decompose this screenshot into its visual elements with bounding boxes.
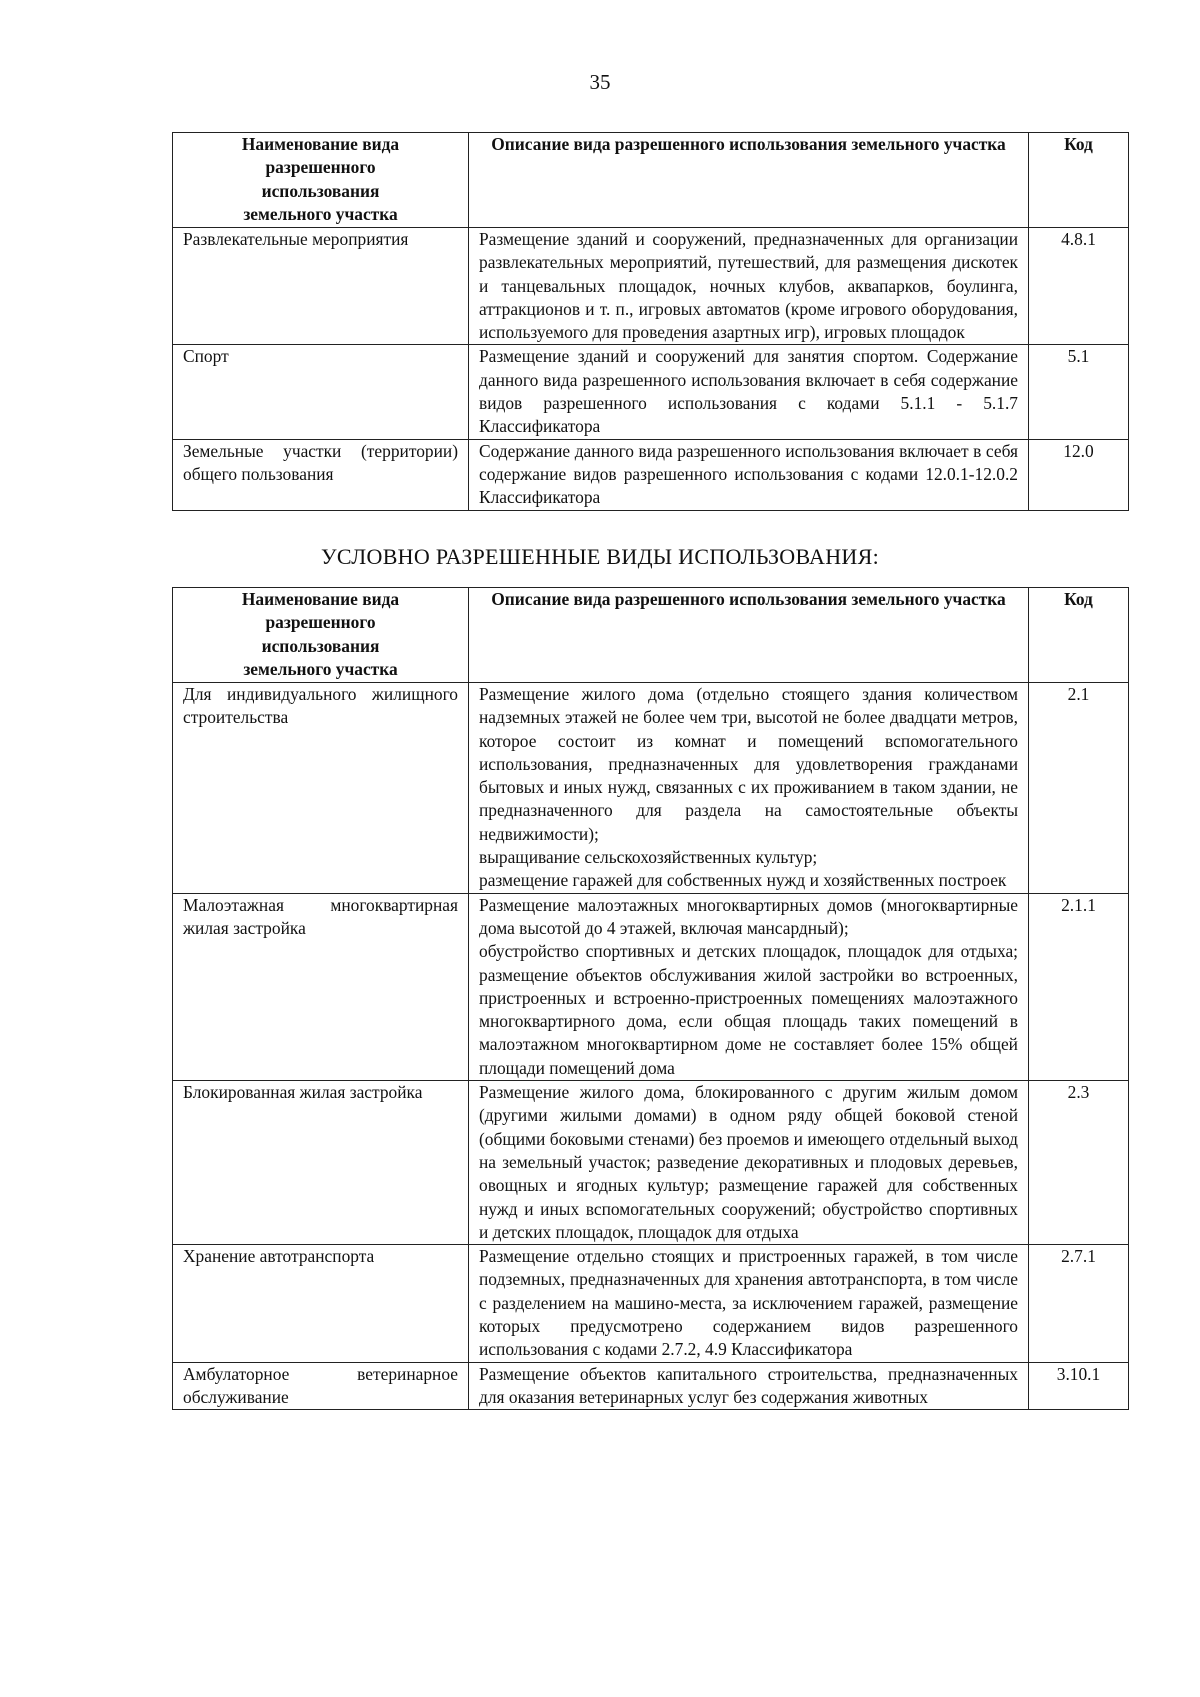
table-row bbox=[173, 1362, 1129, 1410]
row-description: Размещение зданий и сооружений, предназначенных для организации развлекательных мероприятий, путешествий, для размещения дискотек и танцевальных площадок, ночных клубов, аквапарков, боулинга, аттракционов и т. п., игровых автоматов (кроме игрового оборудования, используемого для проведения азартных игр), игровых площадок bbox=[469, 228, 1029, 345]
table-row bbox=[173, 1081, 1129, 1245]
row-description bbox=[469, 1245, 1029, 1362]
row-code: 3.10.1 bbox=[1029, 1362, 1129, 1410]
description-line: Размещение жилого дома (отдельно стоящего здания количеством надземных этажей не более чем три, высотой не более двадцати метров, которое состоит из комнат и помещений вспомогательного использования, предназначенных для удовлетворения гражданами бытовых и иных нужд, связанных с их проживанием в таком здании, не предназначенного для раздела на самостоятельные объекты недвижимости); bbox=[479, 684, 1018, 844]
table-header-row bbox=[173, 588, 1129, 683]
row-code: 5.1 bbox=[1029, 345, 1129, 439]
row-name: Развлекательные мероприятия bbox=[173, 228, 469, 345]
description-line: Размещение отдельно стоящих и пристроенных гаражей, в том числе подземных, предназначенных для хранения автотранспорта, в том числе с разделением на машино-места, за исключением гаражей, размещение которых предусмотрено содержанием видов разрешенного использования с кодами 2.7.2, 4.9 Классификатора bbox=[479, 1246, 1018, 1360]
row-description: Размещение зданий и сооружений для занятия спортом. Содержание данного вида разрешенного использования включает в себя содержание видов разрешенного использования с кодами 5.1.1 - 5.1.7 Классификатора bbox=[469, 345, 1029, 439]
header-name: Наименование вида разрешенного использования земельного участка bbox=[173, 588, 469, 683]
page-number: 35 bbox=[589, 70, 611, 94]
header-code: Код bbox=[1029, 133, 1129, 228]
description-line: обустройство спортивных и детских площадок, площадок для отдыха; размещение объектов обслуживания жилой застройки во встроенных, пристроенных и встроенно-пристроенных помещениях малоэтажного многоквартирного дома, если общая площадь таких помещений в малоэтажном многоквартирном доме не составляет более 15% общей площади помещений дома bbox=[479, 941, 1018, 1078]
description-line: выращивание сельскохозяйственных культур; bbox=[479, 847, 818, 868]
row-name: Земельные участки (территории) общего пользования bbox=[173, 439, 469, 510]
row-name: Спорт bbox=[173, 345, 469, 439]
header-description: Описание вида разрешенного использования земельного участка bbox=[469, 133, 1029, 228]
table-row bbox=[173, 1245, 1129, 1362]
table-row bbox=[173, 345, 1129, 439]
row-code: 12.0 bbox=[1029, 439, 1129, 510]
table-row bbox=[173, 893, 1129, 1080]
row-description bbox=[469, 893, 1029, 1080]
row-name: Блокированная жилая застройка bbox=[173, 1081, 469, 1245]
description-line: Размещение объектов капитального строительства, предназначенных для оказания ветеринарных услуг без содержания животных bbox=[479, 1363, 1018, 1407]
row-name: Амбулаторное ветеринарное обслуживание bbox=[173, 1362, 469, 1410]
row-description bbox=[469, 1362, 1029, 1410]
row-code: 2.1 bbox=[1029, 683, 1129, 894]
row-description bbox=[469, 683, 1029, 894]
row-code: 2.3 bbox=[1029, 1081, 1129, 1245]
description-line: Размещение жилого дома, блокированного с другим жилым домом (другими жилыми домами) в одном ряду общей боковой стеной (общими боковыми стенами) без проемов и имеющего отдельный выход на земельный участок; разведение декоративных и плодовых деревьев, овощных и ягодных культур; размещение гаражей для собственных нужд и иных вспомогательных сооружений; обустройство спортивных и детских площадок, площадок для отдыха bbox=[479, 1082, 1018, 1242]
table-row bbox=[173, 683, 1129, 894]
description-line: Размещение малоэтажных многоквартирных домов (многоквартирные дома высотой до 4 этажей, включая мансардный); bbox=[479, 894, 1018, 938]
header-description: Описание вида разрешенного использования земельного участка bbox=[469, 588, 1029, 683]
header-name: Наименование вида разрешенного использования земельного участка bbox=[173, 133, 469, 228]
row-name: Хранение автотранспорта bbox=[173, 1245, 469, 1362]
row-code: 2.1.1 bbox=[1029, 893, 1129, 1080]
land-use-table-main bbox=[172, 132, 1129, 511]
section-heading: УСЛОВНО РАЗРЕШЕННЫЕ ВИДЫ ИСПОЛЬЗОВАНИЯ: bbox=[320, 544, 879, 569]
description-line: размещение гаражей для собственных нужд и хозяйственных построек bbox=[479, 870, 1007, 891]
row-name: Для индивидуального жилищного строительства bbox=[173, 683, 469, 894]
row-description bbox=[469, 1081, 1029, 1245]
header-code: Код bbox=[1029, 588, 1129, 683]
table-row bbox=[173, 439, 1129, 510]
table-header-row bbox=[173, 133, 1129, 228]
row-description: Содержание данного вида разрешенного использования включает в себя содержание видов разрешенного использования с кодами 12.0.1-12.0.2 Классификатора bbox=[469, 439, 1029, 510]
row-code: 2.7.1 bbox=[1029, 1245, 1129, 1362]
table-row bbox=[173, 228, 1129, 345]
land-use-table-conditional bbox=[172, 587, 1129, 1410]
row-name: Малоэтажная многоквартирная жилая застройка bbox=[173, 893, 469, 1080]
row-code: 4.8.1 bbox=[1029, 228, 1129, 345]
